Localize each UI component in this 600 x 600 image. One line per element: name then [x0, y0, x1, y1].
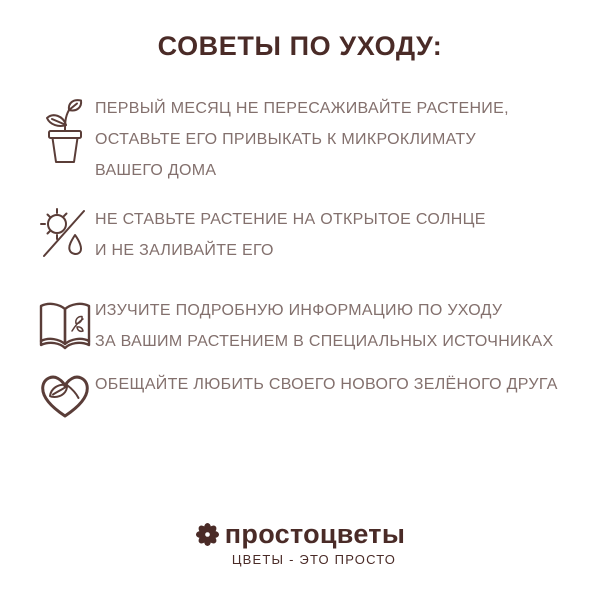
heart-leaf-icon — [35, 369, 95, 422]
no-sun-no-overwatering-icon — [35, 204, 95, 266]
plant-pot-icon — [35, 93, 95, 186]
tip-text-line: ИЗУЧИТЕ ПОДРОБНУЮ ИНФОРМАЦИЮ ПО УХОДУ — [95, 302, 503, 319]
brand-row — [195, 519, 405, 550]
tip-text-line: И НЕ ЗАЛИВАЙТЕ ЕГО — [95, 242, 274, 259]
tip-row-sunlight — [35, 204, 583, 266]
tip-text — [95, 93, 509, 186]
brand-name: простоцветы — [224, 519, 406, 549]
tip-text-line: ОСТАВЬТЕ ЕГО ПРИВЫКАТЬ К МИКРОКЛИМАТУ — [95, 131, 476, 148]
tip-text-line: ОБЕЩАЙТЕ ЛЮБИТЬ СВОЕГО НОВОГО ЗЕЛЁНОГО ДРУГА — [95, 376, 558, 393]
page-title: СОВЕТЫ ПО УХОДУ: — [157, 31, 443, 61]
tip-text — [95, 295, 553, 357]
tip-row-repotting — [35, 93, 583, 186]
tip-text — [95, 369, 558, 422]
tip-text — [95, 204, 486, 266]
tip-text-line: НЕ СТАВЬТЕ РАСТЕНИЕ НА ОТКРЫТОЕ СОЛНЦЕ — [95, 211, 486, 228]
tip-text-line: ВАШЕГО ДОМА — [95, 162, 217, 179]
tip-text-line: ПЕРВЫЙ МЕСЯЦ НЕ ПЕРЕСАЖИВАЙТЕ РАСТЕНИЕ, — [95, 100, 509, 117]
tip-text-line: ЗА ВАШИМ РАСТЕНИЕМ В СПЕЦИАЛЬНЫХ ИСТОЧНИКАХ — [95, 333, 554, 350]
open-book-leaf-icon — [35, 295, 95, 357]
brand-tagline: ЦВЕТЫ - ЭТО ПРОСТО — [231, 552, 397, 567]
flower-logo-icon — [195, 522, 220, 547]
footer-logo — [0, 519, 600, 567]
tip-row-research — [35, 295, 583, 357]
tip-row-love — [35, 369, 583, 422]
